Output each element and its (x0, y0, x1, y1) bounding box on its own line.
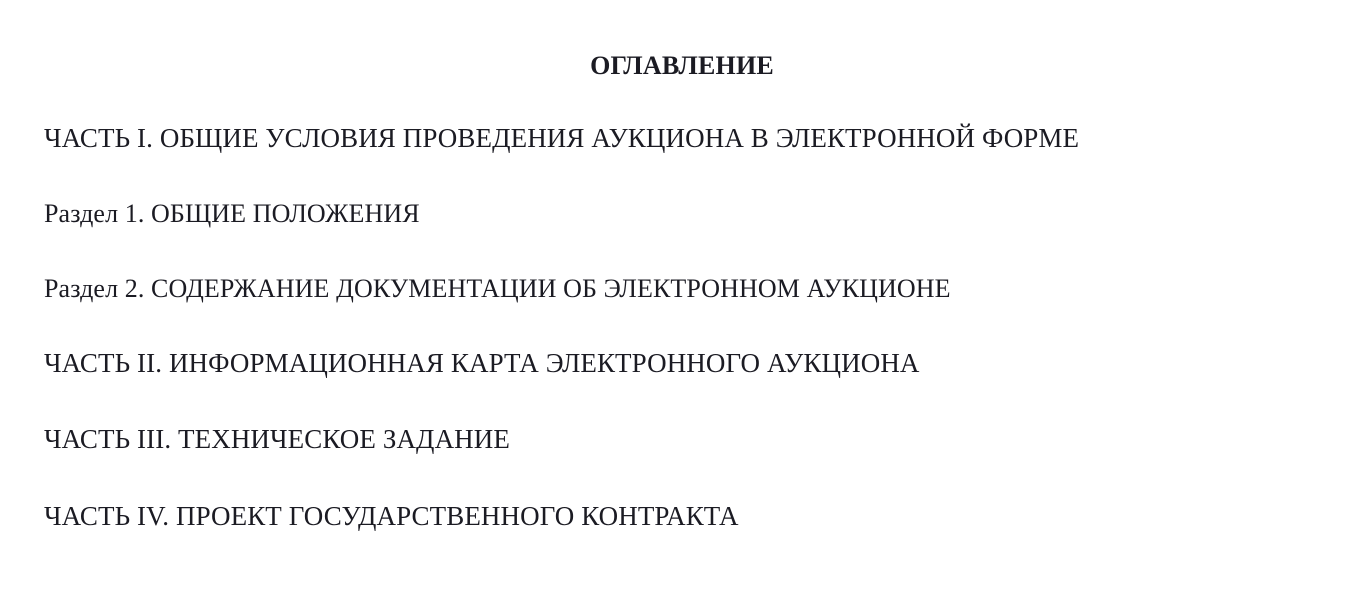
toc-entry-part-4[interactable]: ЧАСТЬ IV. ПРОЕКТ ГОСУДАРСТВЕННОГО КОНТРАКТА (44, 500, 739, 531)
toc-entry-part-2[interactable]: ЧАСТЬ II. ИНФОРМАЦИОННАЯ КАРТА ЭЛЕКТРОННОГО АУКЦИОНА (44, 348, 920, 379)
table-of-contents (44, 123, 1320, 532)
toc-entry-part-3[interactable]: ЧАСТЬ III. ТЕХНИЧЕСКОЕ ЗАДАНИЕ (44, 424, 510, 455)
toc-entry-part-1[interactable]: ЧАСТЬ I. ОБЩИЕ УСЛОВИЯ ПРОВЕДЕНИЯ АУКЦИОНА В ЭЛЕКТРОННОЙ ФОРМЕ (44, 122, 1080, 153)
toc-entry-section-2[interactable]: Раздел 2. СОДЕРЖАНИЕ ДОКУМЕНТАЦИИ ОБ ЭЛЕКТРОННОМ АУКЦИОНЕ (44, 273, 951, 303)
toc-entry-section-1[interactable]: Раздел 1. ОБЩИЕ ПОЛОЖЕНИЯ (44, 198, 420, 228)
page-title: ОГЛАВЛЕНИЕ (590, 51, 774, 80)
